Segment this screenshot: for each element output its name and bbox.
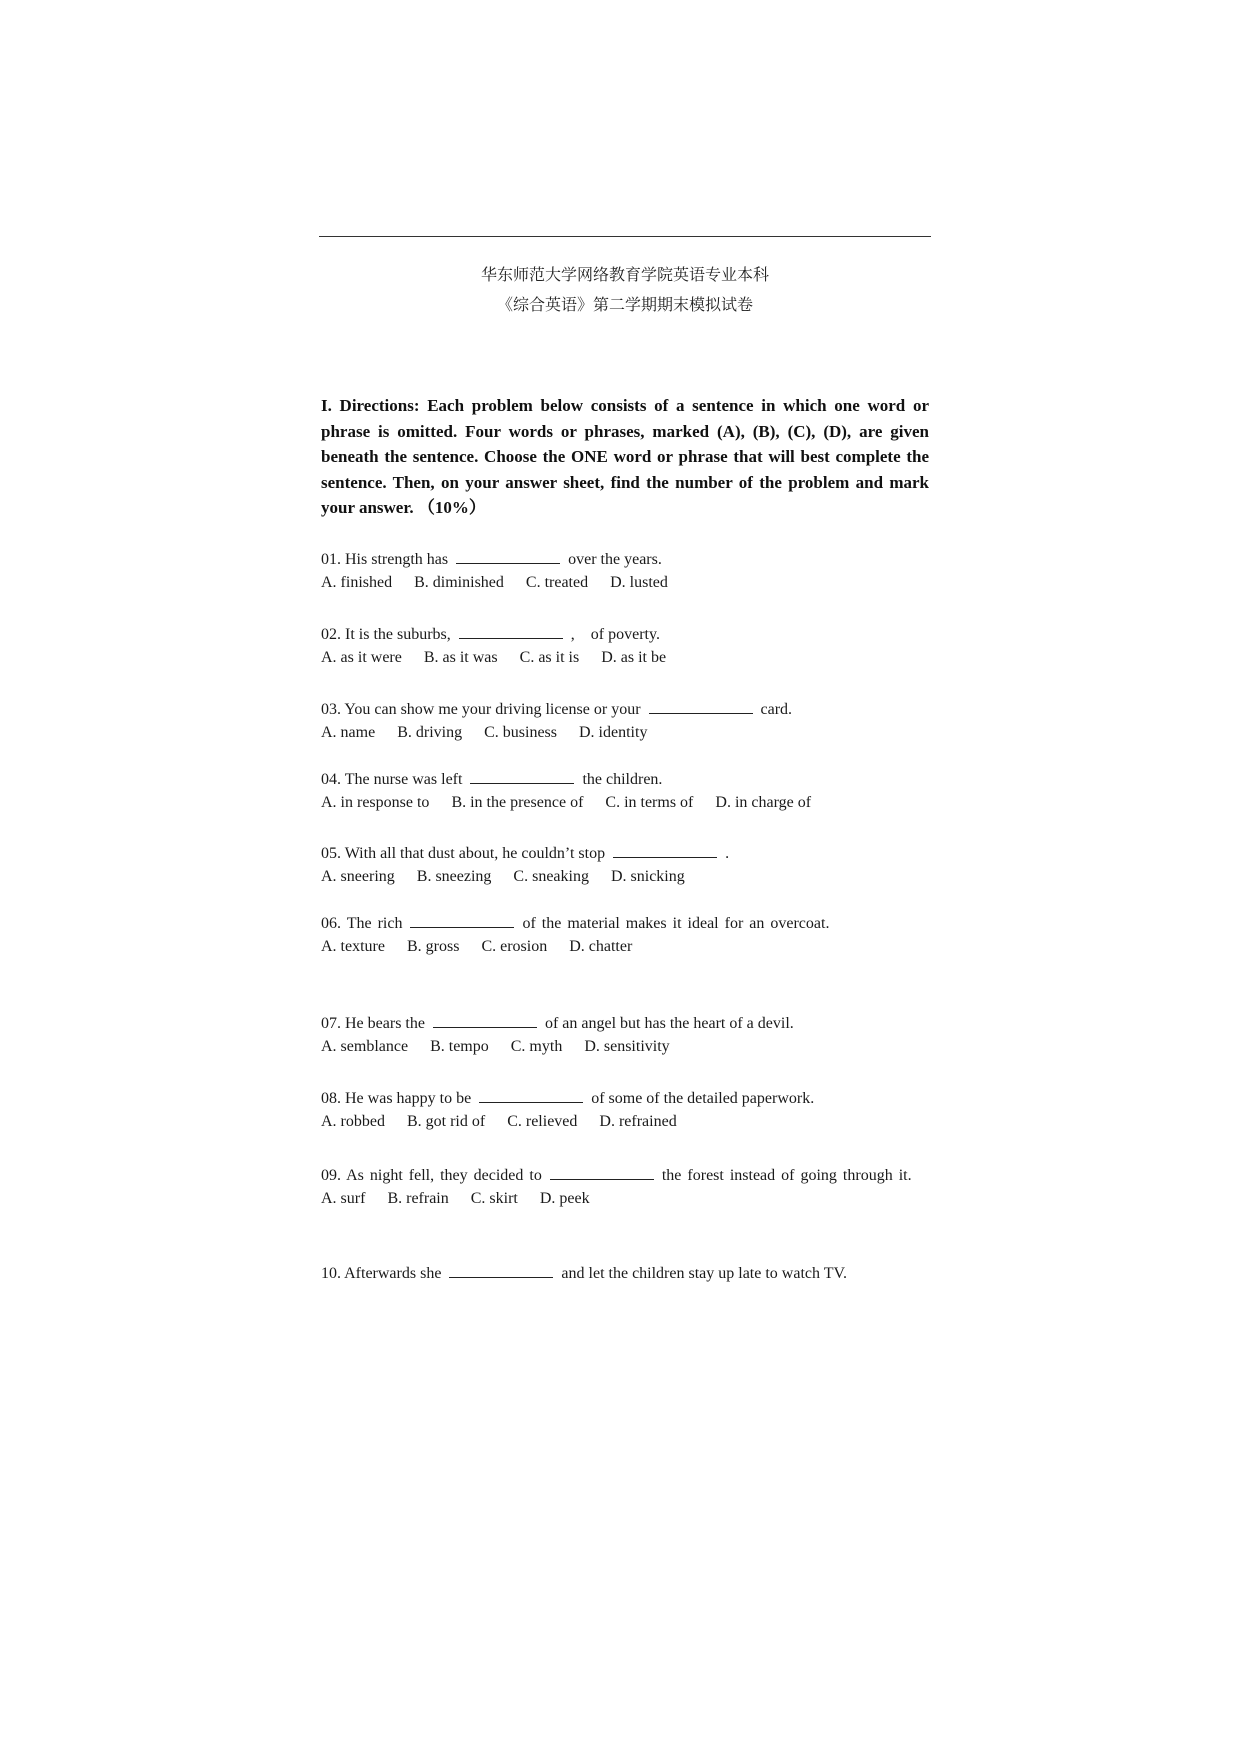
question-stem	[321, 1164, 931, 1187]
question-text-after-blank: .	[725, 845, 730, 862]
header-rule	[319, 236, 931, 237]
answer-blank	[470, 769, 574, 784]
question-number: 05.	[321, 845, 341, 862]
title-line-1: 华东师范大学网络教育学院英语专业本科	[480, 265, 769, 284]
question-stem	[321, 698, 931, 721]
option-d: D. chatter	[569, 938, 633, 955]
question-text-before-blank: The nurse was left	[341, 771, 463, 788]
answer-options	[321, 935, 931, 958]
answer-blank	[459, 624, 563, 639]
question-number: 01.	[321, 551, 341, 568]
question-6	[321, 912, 931, 958]
option-b: B. in the presence of	[451, 794, 584, 811]
question-text-after-blank: over the years.	[568, 551, 662, 568]
question-number: 03.	[321, 701, 341, 718]
exam-title	[319, 260, 931, 320]
question-text-before-blank: He bears the	[341, 1015, 425, 1032]
question-text-after-blank: the children.	[582, 771, 663, 788]
answer-blank	[449, 1263, 553, 1278]
question-text-before-blank: With all that dust about, he couldn’t stop	[341, 845, 606, 862]
option-d: D. sensitivity	[584, 1038, 670, 1055]
question-text-before-blank: His strength has	[341, 551, 449, 568]
question-stem	[321, 768, 931, 791]
answer-options	[321, 1187, 931, 1210]
question-stem	[321, 623, 931, 646]
option-a: A. surf	[321, 1190, 366, 1207]
option-b: B. tempo	[430, 1038, 489, 1055]
answer-options	[321, 865, 931, 888]
question-number: 07.	[321, 1015, 341, 1032]
option-d: D. snicking	[610, 868, 685, 885]
option-c: C. business	[484, 724, 557, 741]
question-text-before-blank: He was happy to be	[341, 1090, 472, 1107]
question-text-before-blank: As night fell, they decided to	[341, 1167, 542, 1184]
option-b: B. refrain	[387, 1190, 449, 1207]
option-c: C. treated	[525, 574, 589, 591]
option-a: A. finished	[321, 574, 393, 591]
section-directions: I. Directions: Each problem below consists of a sentence in which one word or phrase is omitted. Four words or phrases, marked (A), (B), (C), (D), are given beneath the sentence. Choose the ONE word or phrase that will best complete the sentence. Then, on your answer sheet, find the number of the problem and mark your answer. （10%）	[321, 396, 929, 517]
answer-blank	[433, 1013, 537, 1028]
question-text-after-blank: of the material makes it ideal for an overcoat.	[522, 915, 830, 932]
question-text-before-blank: You can show me your driving license or your	[341, 701, 641, 718]
option-d: D. refrained	[599, 1113, 677, 1130]
question-number: 04.	[321, 771, 341, 788]
answer-options	[321, 571, 931, 594]
option-d: D. lusted	[610, 574, 668, 591]
option-c: C. skirt	[470, 1190, 518, 1207]
option-c: C. as it is	[519, 649, 580, 666]
option-c: C. sneaking	[513, 868, 589, 885]
question-1	[321, 548, 931, 594]
option-c: C. in terms of	[605, 794, 694, 811]
question-5	[321, 842, 931, 888]
answer-blank	[613, 843, 717, 858]
option-c: C. myth	[510, 1038, 563, 1055]
question-number: 09.	[321, 1167, 341, 1184]
question-text-after-blank: and let the children stay up late to watch TV.	[561, 1265, 847, 1282]
question-10	[321, 1262, 931, 1285]
option-d: D. in charge of	[715, 794, 812, 811]
answer-blank	[410, 913, 514, 928]
question-stem	[321, 1262, 931, 1285]
question-stem	[321, 842, 931, 865]
question-stem	[321, 548, 931, 571]
option-b: B. sneezing	[416, 868, 492, 885]
question-text-before-blank: It is the suburbs,	[341, 626, 451, 643]
question-4	[321, 768, 931, 814]
question-text-after-blank: card.	[760, 701, 793, 718]
option-a: A. sneering	[321, 868, 395, 885]
question-stem	[321, 1087, 931, 1110]
question-stem	[321, 912, 931, 935]
option-a: A. as it were	[321, 649, 402, 666]
title-line-2: 《综合英语》第二学期期末模拟试卷	[496, 295, 753, 314]
option-d: D. peek	[539, 1190, 590, 1207]
answer-options	[321, 791, 931, 814]
question-8	[321, 1087, 931, 1133]
option-d: D. as it be	[601, 649, 667, 666]
option-b: B. driving	[397, 724, 463, 741]
question-number: 10.	[321, 1265, 341, 1282]
answer-blank	[649, 699, 753, 714]
question-number: 02.	[321, 626, 341, 643]
option-b: B. as it was	[423, 649, 498, 666]
option-b: B. gross	[406, 938, 460, 955]
answer-blank	[456, 549, 560, 564]
option-a: A. name	[321, 724, 376, 741]
question-text-after-blank: , of poverty.	[570, 626, 660, 643]
answer-options	[321, 1035, 931, 1058]
option-c: C. relieved	[507, 1113, 578, 1130]
question-number: 06.	[321, 915, 341, 932]
option-b: B. got rid of	[406, 1113, 486, 1130]
option-d: D. identity	[579, 724, 648, 741]
question-text-before-blank: Afterwards she	[341, 1265, 442, 1282]
question-text-before-blank: The rich	[341, 915, 403, 932]
answer-options	[321, 1110, 931, 1133]
option-a: A. semblance	[321, 1038, 409, 1055]
question-2	[321, 623, 931, 669]
question-9	[321, 1164, 931, 1210]
question-number: 08.	[321, 1090, 341, 1107]
question-3	[321, 698, 931, 744]
answer-options	[321, 646, 931, 669]
option-a: A. robbed	[321, 1113, 385, 1130]
question-text-after-blank: the forest instead of going through it.	[661, 1167, 912, 1184]
answer-options	[321, 721, 931, 744]
option-b: B. diminished	[414, 574, 504, 591]
option-a: A. texture	[321, 938, 385, 955]
option-a: A. in response to	[321, 794, 430, 811]
question-text-after-blank: of an angel but has the heart of a devil.	[544, 1015, 794, 1032]
answer-blank	[550, 1165, 654, 1180]
question-7	[321, 1012, 931, 1058]
question-text-after-blank: of some of the detailed paperwork.	[591, 1090, 815, 1107]
option-c: C. erosion	[481, 938, 548, 955]
question-stem	[321, 1012, 931, 1035]
answer-blank	[479, 1088, 583, 1103]
